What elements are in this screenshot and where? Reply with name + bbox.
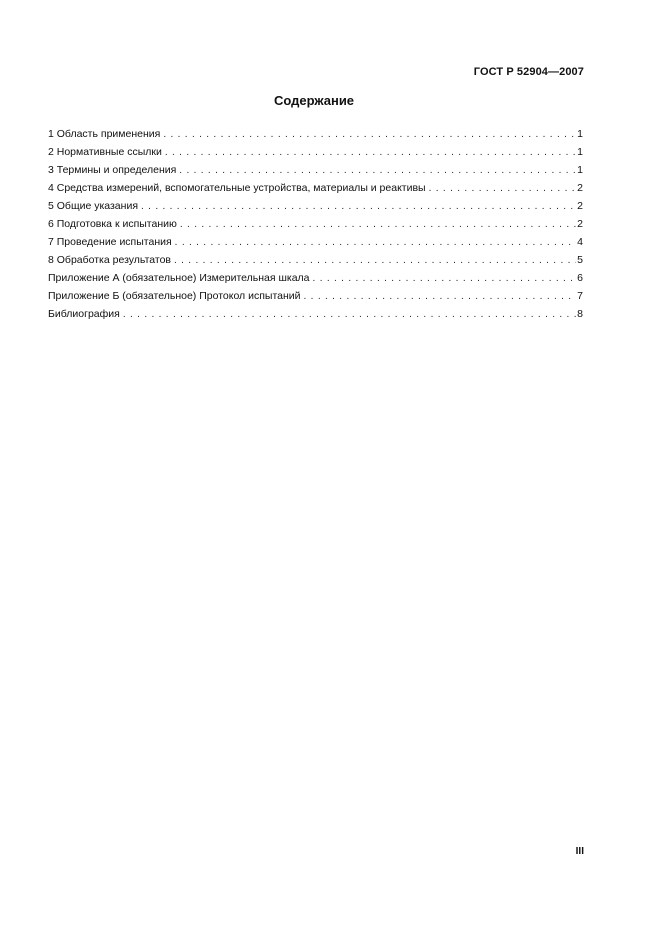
toc-dot-leader bbox=[174, 252, 576, 270]
toc-entry-label: 5 Общие указания bbox=[48, 200, 138, 212]
toc-dot-leader bbox=[163, 126, 576, 144]
toc-entry-label: Библиография bbox=[48, 308, 120, 320]
toc-dot-leader bbox=[175, 234, 576, 252]
toc-entry-page: 1 bbox=[577, 164, 583, 176]
toc-dot-leader bbox=[180, 216, 576, 234]
toc-entry-page: 2 bbox=[577, 218, 583, 230]
toc-entry[interactable] bbox=[48, 305, 583, 323]
toc-entry[interactable] bbox=[48, 215, 583, 233]
toc-entry-label: Приложение Б (обязательное) Протокол испытаний bbox=[48, 290, 301, 302]
toc-entry[interactable] bbox=[48, 197, 583, 215]
toc-entry-label: 7 Проведение испытания bbox=[48, 236, 172, 248]
toc-entry-page: 4 bbox=[577, 236, 583, 248]
toc-entry-label: 1 Область применения bbox=[48, 128, 161, 140]
toc-dot-leader bbox=[165, 144, 576, 162]
toc-entry-page: 2 bbox=[577, 182, 583, 194]
toc-entry-page: 1 bbox=[577, 128, 583, 140]
toc-entry-label: 4 Средства измерений, вспомогательные устройства, материалы и реактивы bbox=[48, 182, 426, 194]
toc-entry[interactable] bbox=[48, 179, 583, 197]
toc-entry[interactable] bbox=[48, 161, 583, 179]
toc-entry[interactable] bbox=[48, 233, 583, 251]
toc-dot-leader bbox=[313, 270, 577, 288]
toc-entry[interactable] bbox=[48, 287, 583, 305]
toc-entry[interactable] bbox=[48, 143, 583, 161]
toc-entry-label: 8 Обработка результатов bbox=[48, 254, 171, 266]
toc-title: Содержание bbox=[273, 93, 355, 108]
toc-entry[interactable] bbox=[48, 125, 583, 143]
toc-list bbox=[48, 125, 583, 323]
toc-entry-page: 5 bbox=[577, 254, 583, 266]
toc-entry-page: 6 bbox=[577, 272, 583, 284]
toc-dot-leader bbox=[429, 180, 577, 198]
toc-entry-label: 6 Подготовка к испытанию bbox=[48, 218, 177, 230]
toc-entry-page: 2 bbox=[577, 200, 583, 212]
toc-entry-label: 2 Нормативные ссылки bbox=[48, 146, 162, 158]
toc-dot-leader bbox=[179, 162, 576, 180]
toc-entry-page: 1 bbox=[577, 146, 583, 158]
toc-entry[interactable] bbox=[48, 269, 583, 287]
toc-entry[interactable] bbox=[48, 251, 583, 269]
document-code: ГОСТ Р 52904—2007 bbox=[473, 66, 584, 78]
toc-dot-leader bbox=[141, 198, 576, 216]
toc-dot-leader bbox=[123, 306, 576, 324]
page-number: III bbox=[575, 846, 584, 857]
toc-entry-label: Приложение А (обязательное) Измерительная шкала bbox=[48, 272, 310, 284]
toc-entry-page: 7 bbox=[577, 290, 583, 302]
toc-entry-page: 8 bbox=[577, 308, 583, 320]
toc-dot-leader bbox=[304, 288, 577, 306]
toc-entry-label: 3 Термины и определения bbox=[48, 164, 177, 176]
